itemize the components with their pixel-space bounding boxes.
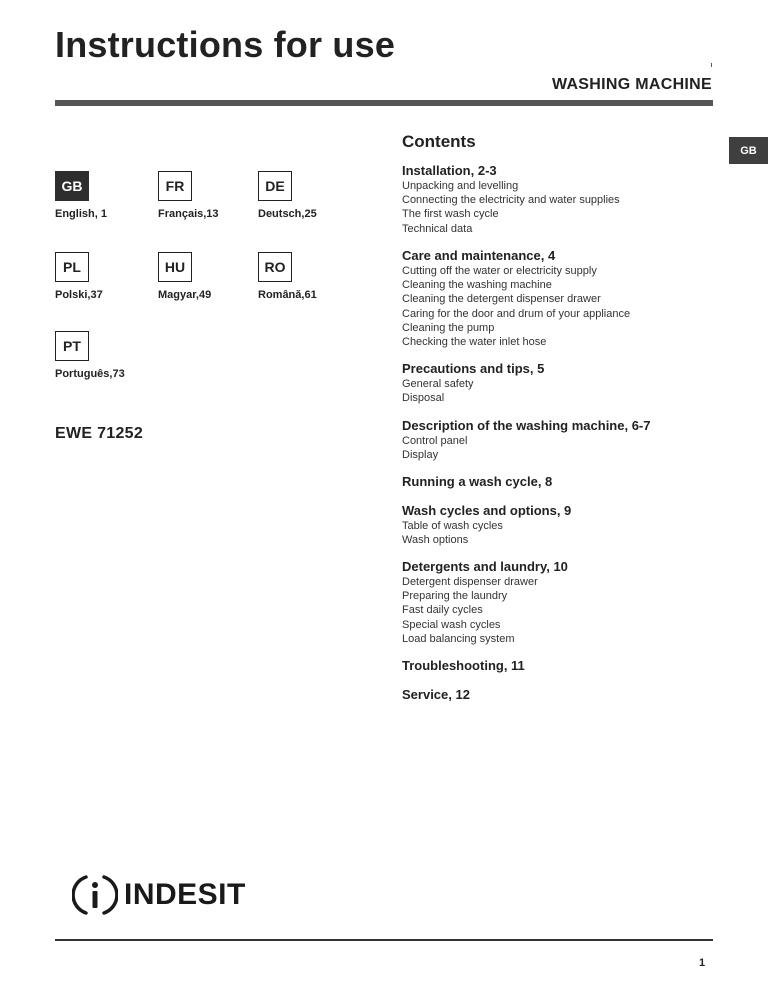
language-label: Română,61 — [258, 289, 317, 301]
toc-item: Control panel — [402, 435, 468, 447]
model-number: EWE 71252 — [55, 425, 144, 442]
toc-item: General safety — [402, 378, 474, 390]
toc-item: Disposal — [402, 392, 445, 405]
toc-section-description — [402, 418, 722, 462]
toc-item: Preparing the laundry — [402, 590, 508, 603]
page-number: 1 — [699, 957, 706, 969]
toc-section-running — [402, 474, 722, 490]
toc-item: Load balancing system — [402, 632, 515, 645]
toc-item: Unpacking and levelling — [402, 180, 519, 192]
toc-section-service — [402, 687, 722, 703]
language-item-pl[interactable] — [55, 252, 103, 301]
toc-item: Cutting off the water or electricity supply — [402, 265, 597, 277]
toc-section-care — [402, 248, 722, 349]
language-label: English, 1 — [55, 208, 107, 220]
language-item-ro[interactable] — [258, 252, 317, 301]
toc-heading[interactable]: Wash cycles and options, 9 — [402, 503, 572, 518]
toc-section-precautions — [402, 361, 722, 405]
toc-item: Detergent dispenser drawer — [402, 576, 538, 588]
toc-item: Display — [402, 449, 439, 462]
toc-section-troubleshooting — [402, 658, 722, 674]
language-code: FR — [158, 171, 192, 201]
toc-item: Technical data — [402, 222, 473, 235]
toc-heading[interactable]: Description of the washing machine, 6-7 — [402, 418, 651, 433]
toc-item: Connecting the electricity and water supplies — [402, 194, 620, 207]
toc-item: Fast daily cycles — [402, 604, 483, 617]
toc-heading[interactable]: Running a wash cycle, 8 — [402, 474, 553, 489]
header-divider — [55, 100, 713, 106]
language-code: GB — [55, 171, 89, 201]
brand-name: INDESIT — [124, 878, 246, 911]
toc-heading[interactable]: Service, 12 — [402, 687, 470, 702]
language-code: DE — [258, 171, 292, 201]
language-item-de[interactable] — [258, 171, 317, 220]
toc-item: Checking the water inlet hose — [402, 336, 547, 349]
brand-logo — [72, 872, 246, 918]
toc-item: Caring for the door and drum of your appliance — [402, 307, 631, 320]
toc-item: Cleaning the washing machine — [402, 279, 552, 292]
language-label: Magyar,49 — [158, 289, 212, 301]
language-code: PT — [55, 331, 89, 361]
document-subtitle: WASHING MACHINE — [551, 76, 712, 93]
language-label: Deutsch,25 — [258, 208, 317, 220]
toc-section-installation — [402, 163, 722, 236]
language-code: HU — [158, 252, 192, 282]
toc-item: Cleaning the detergent dispenser drawer — [402, 293, 601, 306]
contents-title: Contents — [402, 132, 476, 151]
language-code: PL — [55, 252, 89, 282]
indesit-logo-icon — [72, 872, 118, 918]
toc-heading[interactable]: Care and maintenance, 4 — [402, 248, 556, 263]
page-title: Instructions for use — [55, 24, 396, 65]
language-tab-gb[interactable]: GB — [729, 137, 768, 164]
toc-item: The first wash cycle — [402, 208, 499, 221]
language-label: Polski,37 — [55, 289, 103, 301]
toc-item: Table of wash cycles — [402, 520, 503, 532]
toc-item: Cleaning the pump — [402, 321, 495, 334]
toc-heading[interactable]: Precautions and tips, 5 — [402, 361, 545, 376]
language-label: Français,13 — [158, 208, 219, 220]
language-item-fr[interactable] — [158, 171, 219, 220]
footer-divider — [55, 939, 713, 941]
header-tick — [711, 63, 712, 67]
toc-section-wash-cycles — [402, 503, 722, 547]
language-code: RO — [258, 252, 292, 282]
toc-heading[interactable]: Troubleshooting, 11 — [402, 658, 525, 673]
toc-item: Special wash cycles — [402, 618, 501, 631]
language-item-pt[interactable] — [55, 331, 125, 380]
language-item-hu[interactable] — [158, 252, 211, 301]
language-item-gb[interactable] — [55, 171, 107, 220]
toc-item: Wash options — [402, 534, 469, 547]
language-label: Português,73 — [55, 368, 125, 380]
toc-heading[interactable]: Detergents and laundry, 10 — [402, 559, 568, 574]
toc-section-detergents — [402, 559, 722, 646]
toc-heading[interactable]: Installation, 2-3 — [402, 163, 497, 178]
